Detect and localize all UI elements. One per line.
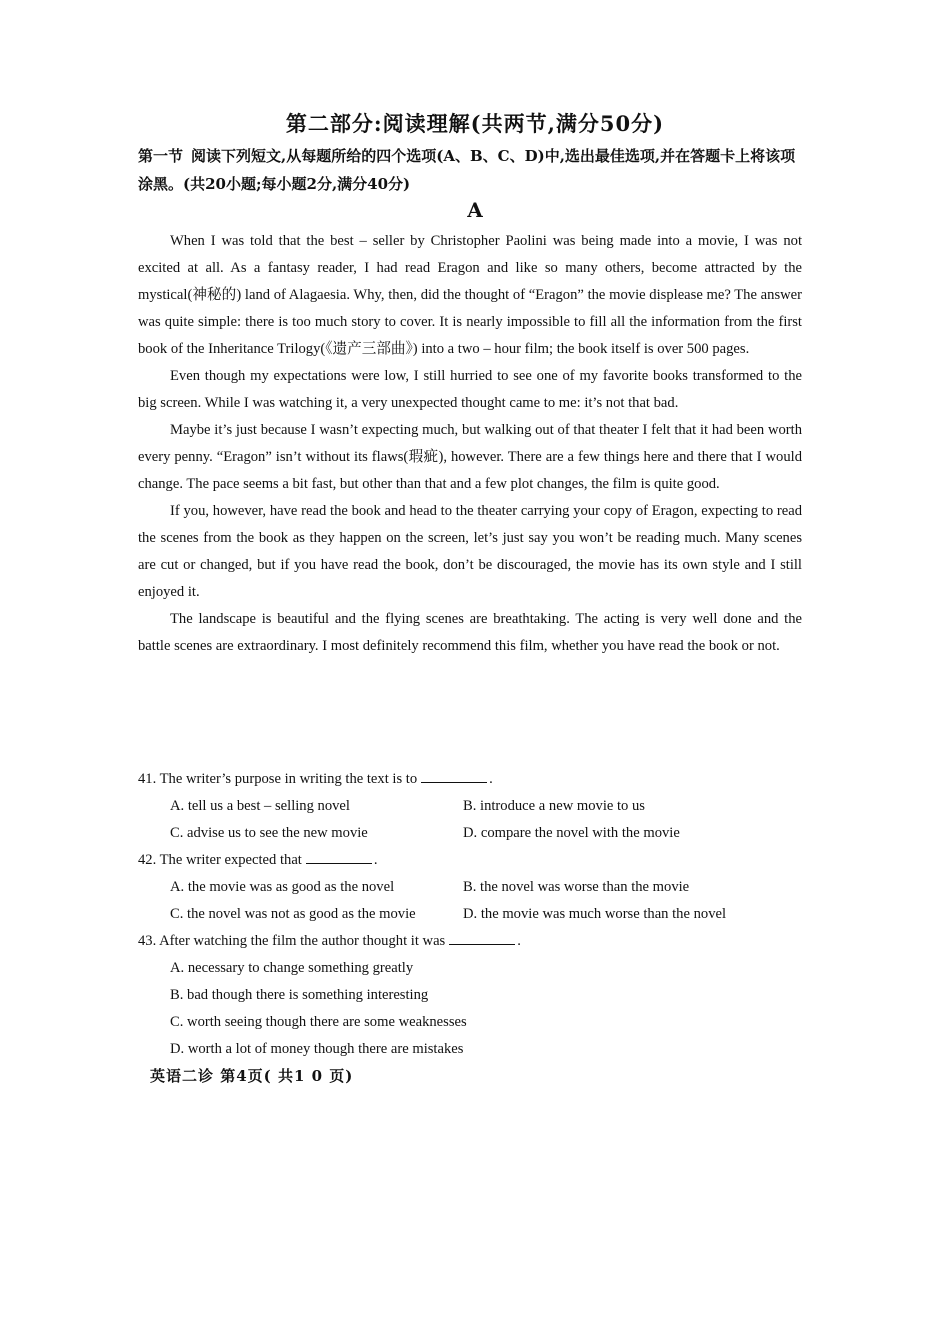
option-d: D. worth a lot of money though there are mistakes bbox=[170, 1041, 464, 1057]
section-intro bbox=[138, 142, 808, 198]
page-footer: 英语二诊 第4页( 共1 0 页) bbox=[150, 1067, 354, 1085]
passage-paragraph: Even though my expectations were low, I still hurried to see one of my favorite books transformed to the big screen. While I was watching it, a very unexpected thought came to me: it’s not that bad. bbox=[138, 368, 802, 411]
passage-paragraph: The landscape is beautiful and the flying scenes are breathtaking. The acting is very well done and the battle scenes are extraordinary. I most definitely recommend this film, whether you have read the book or not. bbox=[138, 611, 802, 654]
question-42 bbox=[138, 847, 802, 928]
option-a: A. tell us a best – selling novel bbox=[170, 798, 350, 814]
section-label: 第一节 bbox=[138, 147, 184, 165]
question-number: 41. bbox=[138, 771, 157, 787]
question-text: The writer’s purpose in writing the text is to bbox=[159, 771, 418, 787]
question-list bbox=[138, 766, 802, 1063]
question-text: After watching the film the author thought it was bbox=[159, 933, 446, 949]
passage-label: A bbox=[467, 198, 483, 222]
answer-blank bbox=[306, 849, 372, 864]
option-c: C. worth seeing though there are some weaknesses bbox=[170, 1014, 467, 1030]
option-b: B. the novel was worse than the movie bbox=[463, 879, 690, 895]
question-stem: 41. The writer’s purpose in writing the text is to . bbox=[138, 766, 802, 793]
option-b: B. bad though there is something interesting bbox=[170, 987, 429, 1003]
option-a: A. the movie was as good as the novel bbox=[170, 879, 395, 895]
question-stem: 42. The writer expected that . bbox=[138, 847, 802, 874]
question-43 bbox=[138, 928, 802, 1063]
answer-blank bbox=[421, 768, 487, 783]
option-d: D. compare the novel with the movie bbox=[463, 825, 680, 841]
option-b: B. introduce a new movie to us bbox=[463, 798, 645, 814]
option-d: D. the movie was much worse than the novel bbox=[463, 906, 727, 922]
answer-blank bbox=[449, 930, 515, 945]
option-c: C. the novel was not as good as the movie bbox=[170, 906, 416, 922]
reading-passage bbox=[138, 228, 802, 660]
passage-paragraph: Maybe it’s just because I wasn’t expecting much, but walking out of that theater I felt that it had been worth every penny. “Eragon” isn’t without its flaws(瑕疵), however. There are a few things here and there that I would change. The pace seems a bit fast, but other than that and a few plot changes, the film is quite good. bbox=[138, 422, 802, 492]
question-text: The writer expected that bbox=[159, 852, 302, 868]
section-instructions: 阅读下列短文,从每题所给的四个选项(A、B、C、D)中,选出最佳选项,并在答题卡上将该项涂黑。(共20小题;每小题2分,满分40分) bbox=[138, 147, 796, 193]
option-group bbox=[170, 793, 802, 847]
option-c: C. advise us to see the new movie bbox=[170, 825, 368, 841]
passage-paragraph: When I was told that the best – seller by Christopher Paolini was being made into a movie, I was not excited at all. As a fantasy reader, I had read Eragon and like so many others, become attracted by the mystical(神秘的) land of Alagaesia. Why, then, did the thought of “Eragon” the movie displease me? The answer was quite simple: there is too much story to cover. It is nearly impossible to fill all the information from the first book of the Inheritance Trilogy(《遗产三部曲》) into a two – hour film; the book itself is over 500 pages. bbox=[138, 233, 802, 357]
part-title: 第二部分:阅读理解(共两节,满分50分) bbox=[285, 111, 665, 136]
passage-paragraph: If you, however, have read the book and head to the theater carrying your copy of Eragon, expecting to read the scenes from the book as they happen on the screen, let’s just say you won’t be reading much. Many scenes are cut or changed, but if you have read the book, don’t be discouraged, the movie has its own style and I still enjoyed it. bbox=[138, 503, 802, 600]
question-stem: 43. After watching the film the author thought it was . bbox=[138, 928, 802, 955]
question-number: 42. bbox=[138, 852, 157, 868]
option-group bbox=[170, 874, 802, 928]
question-number: 43. bbox=[138, 933, 157, 949]
option-group bbox=[170, 955, 802, 1063]
option-a: A. necessary to change something greatly bbox=[170, 960, 414, 976]
question-41 bbox=[138, 766, 802, 847]
